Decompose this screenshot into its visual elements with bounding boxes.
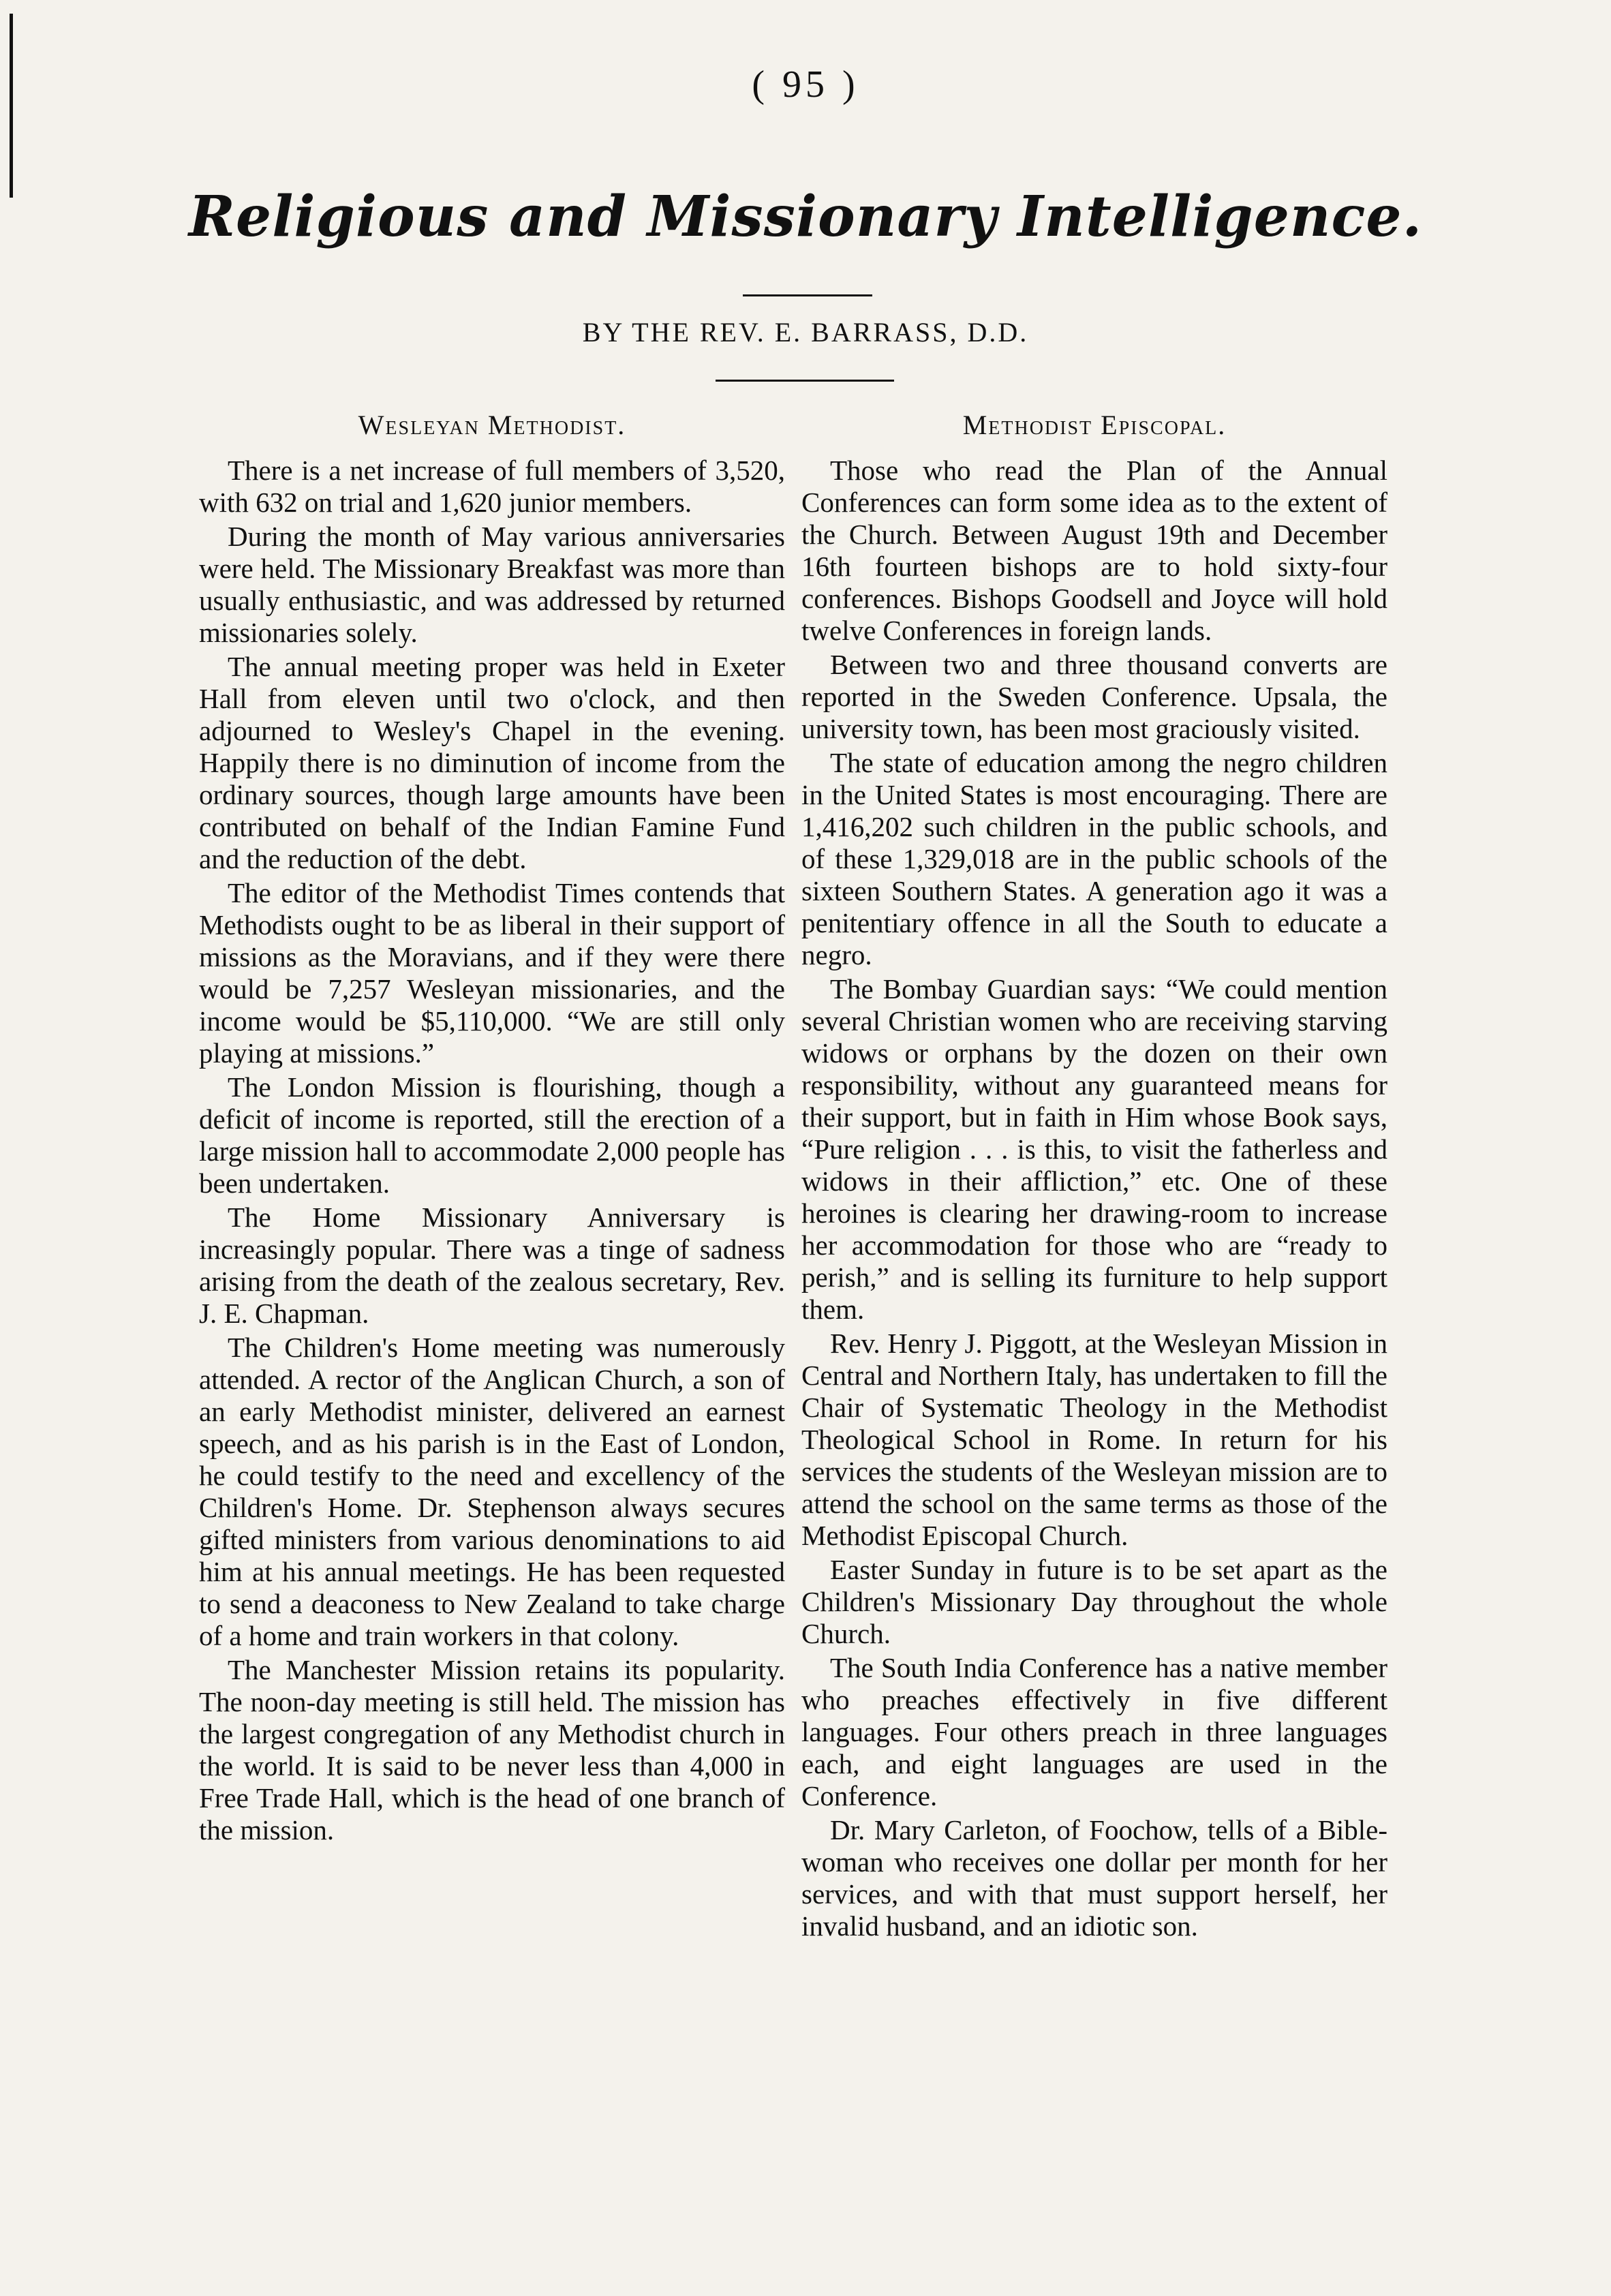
paragraph: The state of education among the negro children in the United States is most encouraging. There are 1,416,202 such children in the public schools, and of these 1,329,018 are in the public schools of the sixteen Southern States. A generation ago it was a penitentiary offence in all the South to educate a negro. [801, 747, 1387, 970]
paragraph: There is a net increase of full members of 3,520, with 632 on trial and 1,620 junior members. [199, 455, 785, 518]
paragraph: Between two and three thousand converts are reported in the Sweden Conference. Upsala, the university town, has been most graciously visited. [801, 649, 1387, 744]
paragraph: The editor of the Methodist Times contends that Methodists ought to be as liberal in their support of missions as the Moravians, and if they were there would be 7,257 Wesleyan missionaries, and the income would be $5,110,000. “We are still only playing at missions.” [199, 877, 785, 1069]
page-number: ( 95 ) [752, 63, 859, 106]
paragraph: The London Mission is flourishing, though a deficit of income is reported, still the erection of a large mission hall to accommodate 2,000 people has been undertaken. [199, 1071, 785, 1199]
paragraph: Easter Sunday in future is to be set apart as the Children's Missionary Day throughout the whole Church. [801, 1554, 1387, 1649]
paragraph: Those who read the Plan of the Annual Conferences can form some idea as to the extent of the Church. Between August 19th and December 16th fourteen bishops are to hold sixty-four conferences. Bishops Goodsell and Joyce will hold twelve Conferences in foreign lands. [801, 455, 1387, 646]
page-title: Religious and Missionary Intelligence. [188, 184, 1423, 249]
title-rule [743, 294, 872, 296]
byline: BY THE REV. E. BARRASS, D.D. [582, 317, 1029, 348]
right-column [801, 409, 1387, 1944]
section-heading-methodist-episcopal: Methodist Episcopal. [962, 410, 1227, 440]
paragraph: The South India Conference has a native member who preaches effectively in five different languages. Four others preach in three languages each, and eight languages are used in the Conference. [801, 1652, 1387, 1811]
paragraph: The Manchester Mission retains its popularity. The noon-day meeting is still held. The mission has the largest congregation of any Methodist church in the world. It is said to be never less than 4,000 in Free Trade Hall, which is the head of one branch of the mission. [199, 1654, 785, 1846]
paragraph: During the month of May various anniversaries were held. The Missionary Breakfast was more than usually enthusiastic, and was addressed by returned missionaries solely. [199, 521, 785, 648]
paragraph: The Bombay Guardian says: “We could mention several Christian women who are receiving starving widows or orphans by the dozen on their own responsibility, without any guaranteed means for their support, but in faith in Him whose Book says, “Pure religion . . . is this, to visit the fatherless and widows in their affliction,” etc. One of these heroines is clearing her drawing-room to increase her accommodation for those who are “ready to perish,” and is selling its furniture to help support them. [801, 973, 1387, 1325]
paragraph: The annual meeting proper was held in Exeter Hall from eleven until two o'clock, and then adjourned to Wesley's Chapel in the evening. Happily there is no diminution of income from the ordinary sources, though large amounts have been contributed on behalf of the Indian Famine Fund and the reduction of the debt. [199, 651, 785, 874]
left-column [199, 409, 785, 1848]
paragraph: Rev. Henry J. Piggott, at the Wesleyan Mission in Central and Northern Italy, has undertaken to fill the Chair of Systematic Theology in the Methodist Theological School in Rome. In return for his services the students of the Wesleyan mission are to attend the school on the same terms as those of the Methodist Episcopal Church. [801, 1328, 1387, 1551]
paragraph: The Children's Home meeting was numerously attended. A rector of the Anglican Church, a son of an early Methodist minister, delivered an earnest speech, and as his parish is in the East of London, he could testify to the need and excellency of the Children's Home. Dr. Stephenson always secures gifted ministers from various denominations to aid him at his annual meetings. He has been requested to send a deaconess to New Zealand to take charge of a home and train workers in that colony. [199, 1332, 785, 1651]
section-heading-wesleyan: Wesleyan Methodist. [358, 410, 626, 440]
paragraph: Dr. Mary Carleton, of Foochow, tells of a Bible-woman who receives one dollar per month for her services, and with that must support herself, her invalid husband, and an idiotic son. [801, 1814, 1387, 1942]
paragraph: The Home Missionary Anniversary is increasingly popular. There was a tinge of sadness arising from the death of the zealous secretary, Rev. J. E. Chapman. [199, 1201, 785, 1329]
byline-rule [716, 380, 894, 382]
